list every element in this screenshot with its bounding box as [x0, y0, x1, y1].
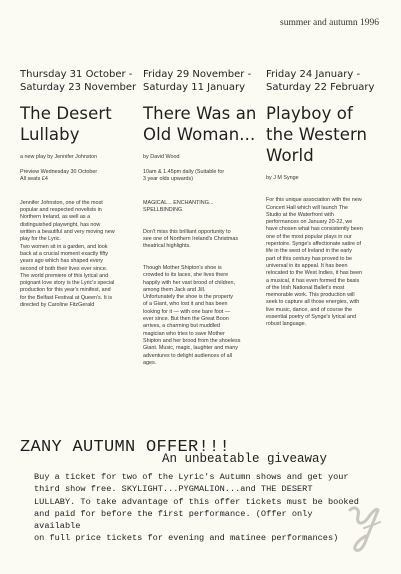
offer-subtitle: An unbeatable giveaway — [162, 452, 328, 466]
show-info: 10am & 1.45pm daily (Suitable for 3 year olds upwards) — [143, 169, 225, 183]
show-description — [266, 190, 391, 336]
show-column-playboy — [266, 68, 391, 336]
show-title: There Was an Old Woman... — [143, 104, 257, 144]
description-paragraph: Don't miss this brilliant opportunity to see one of Northern Ireland's Christmas theatrical highlights. — [143, 228, 239, 250]
show-credit: by J M Synge — [266, 175, 299, 181]
show-dates: Friday 29 November - Saturday 11 January — [143, 69, 252, 93]
show-credit: a new play by Jennifer Johnston — [20, 154, 98, 160]
offer-body: Buy a ticket for two of the Lyric's Autumn shows and get your third show free. SKYLIGHT...PYGMALION...and THE DESERT LULLABY. To take advantage of this offer tickets must be booked and paid for before the first performance. (Offer only available on full price tickets for evening and matinee performances) — [34, 472, 359, 544]
show-info: Preview Wednesday 30 October All seats £4 — [20, 169, 98, 183]
show-dates: Friday 24 January - Saturday 22 February — [266, 69, 375, 93]
show-description — [143, 193, 265, 375]
show-column-desert-lullaby — [20, 68, 142, 317]
description-paragraph: MAGICAL... ENCHANTING... SPELLBINDING — [143, 199, 214, 214]
description-paragraph: For this unique association with the new Concert Hall which will launch The Studio at the Waterfront with performances on January 20-22, we have chosen what has consistently been one of the most popular plays in our repertoire. Synge's affectionate satire of life in the west of Ireland in the early part of this century has proved to be universal in its appeal. It has been relocated to the West Indies, it has been a musical, it has even formed the basis of the Irish National Ballet's most memorable work. This production will seek to capture all those energies, with live music, dance, and of course the essential poetry of Synge's lyrical and robust language. — [266, 197, 363, 328]
show-column-old-woman — [143, 68, 265, 374]
lyric-logo-icon — [344, 500, 384, 556]
offer-title: ZANY AUTUMN OFFER!!! — [20, 438, 231, 457]
show-credit: by David Wood — [143, 154, 180, 160]
show-title: Playboy of the Western World — [266, 104, 368, 165]
show-dates: Thursday 31 October - Saturday 23 November — [20, 69, 137, 93]
show-title: The Desert Lullaby — [20, 104, 112, 144]
description-paragraph: Though Mother Shipton's shoe is crowded to its laces, she lives there happily with her vast brood of children, among them Jack and Jill. Unfortunately the shoe is the property of a Giant, who lost it and has been looking for it — with one bare foot — ever since. But then the Great Boon arrives, a charming but muddled magician who tries to save Mother Shipton and her brood from the shoeless Giant. Music, magic, laughter and many adventures to delight audiences of all ages. — [143, 264, 241, 366]
show-description — [20, 193, 142, 317]
season-header: summer and autumn 1996 — [280, 18, 379, 28]
description-paragraph: Jennifer Johnston, one of the most popular and respected novelists in Northern Ireland, as well as a distinguished playwright, has now written a beautiful and very moving new play for the Lyric. Two women sit in a garden, and look back at a crucial moment exactly fifty years ago which has shaped every second of both their lives ever since. The world premiere of this lyrical and poignant love story is the Lyric's special production for this year's minifest, and for the Belfast Festival at Queen's. It is directed by Caroline FitzGerald — [20, 199, 115, 309]
